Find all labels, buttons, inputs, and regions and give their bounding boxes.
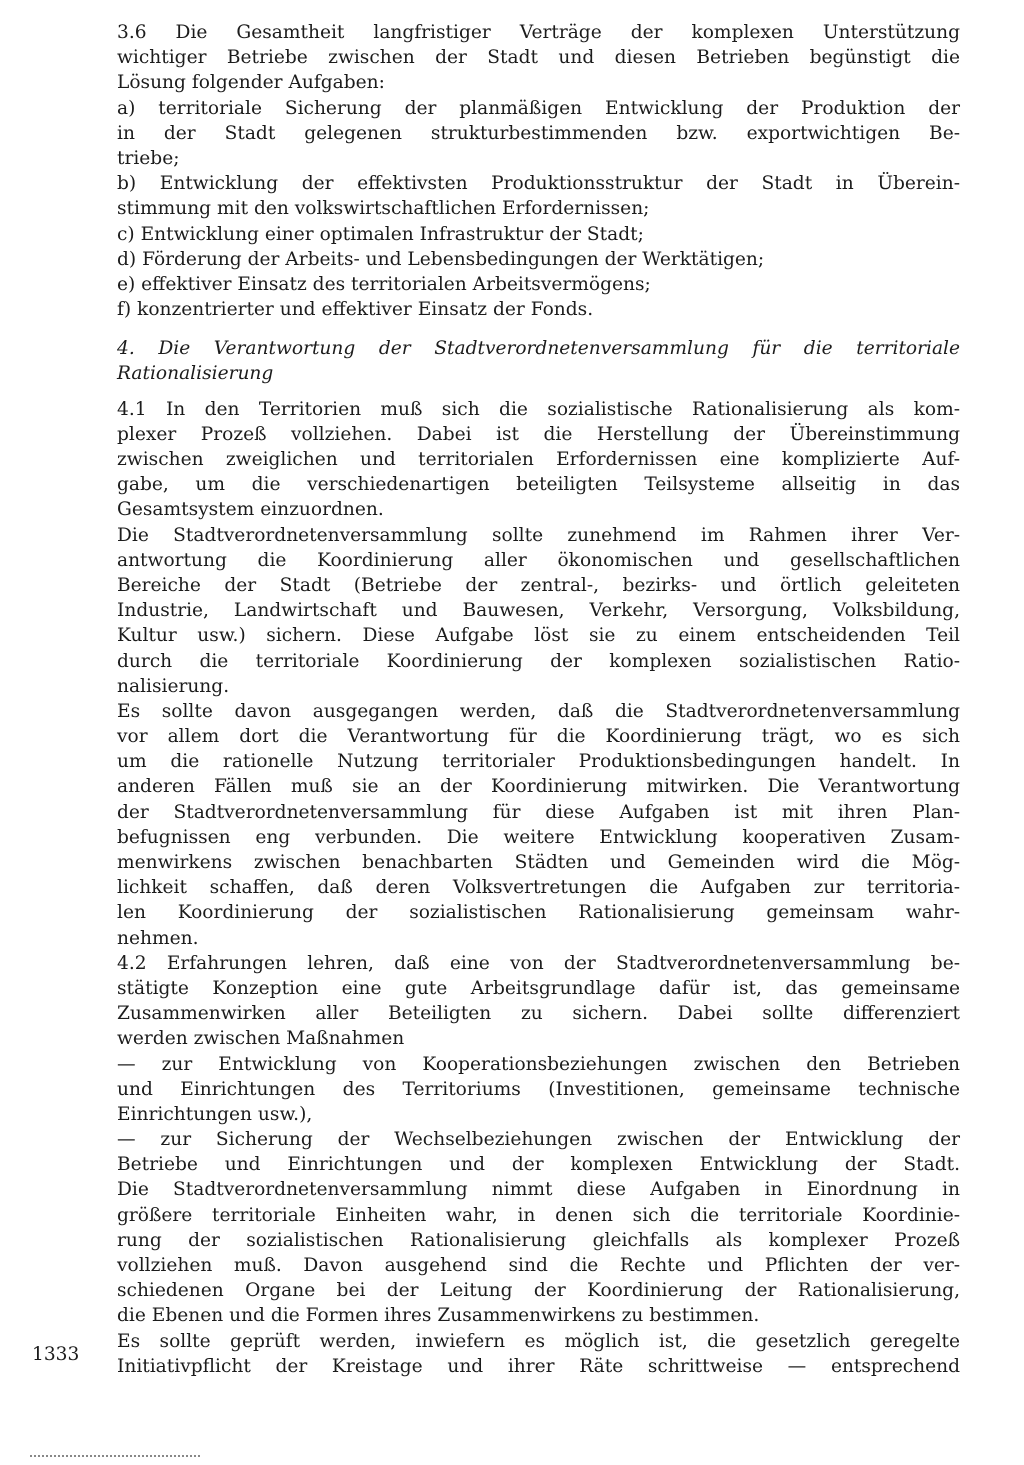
list-item: triebe; [117,147,180,169]
text-line: um die rationelle Nutzung territorialer Produktionsbedingungen handelt. In [117,751,960,773]
list-item: und Einrichtungen des Territoriums (Investitionen, gemeinsame technische [117,1078,960,1100]
text-line: Es sollte davon ausgegangen werden, daß die Stadtverordnetenversammlung [117,700,960,722]
text-line: Bereiche der Stadt (Betriebe der zentral-, bezirks- und örtlich geleiteten [117,574,960,596]
page-number: 1333 [32,1344,80,1365]
section-4-2 [117,951,960,1379]
text-line: wichtiger Betriebe zwischen der Stadt und diesen Betrieben begünstigt die [117,47,960,69]
text-line: befugnissen eng verbunden. Die weitere Entwicklung kooperativen Zusam- [117,826,960,848]
text-line: schiedenen Organe bei der Leitung der Koordinierung der Rationalisierung, [117,1280,960,1302]
text-line: die Ebenen und die Formen ihres Zusammenwirkens zu bestimmen. [117,1305,760,1327]
text-line: Kultur usw.) sichern. Diese Aufgabe löst sie zu einem entscheidenden Teil [117,625,960,647]
text-line: Industrie, Landwirtschaft und Bauwesen, Verkehr, Versorgung, Volksbildung, [117,600,960,622]
text-line: nehmen. [117,927,199,949]
text-line: Zusammenwirken aller Beteiligten zu sichern. Dabei sollte differenziert [117,1003,960,1025]
text-line: Initiativpflicht der Kreistage und ihrer Räte schrittweise — entsprechend [117,1355,960,1377]
footer-divider [30,1455,200,1457]
list-item: e) effektiver Einsatz des territorialen Arbeitsvermögens; [117,273,651,295]
heading-line: Rationalisierung [117,363,274,385]
text-line: len Koordinierung der sozialistischen Rationalisierung gemeinsam wahr- [117,902,960,924]
text-line: 3.6 Die Gesamtheit langfristiger Verträge der komplexen Unterstützung [117,22,960,43]
document-page [117,20,960,1379]
text-line: 4.2 Erfahrungen lehren, daß eine von der Stadtverordnetenversammlung be- [117,952,960,974]
list-item: c) Entwicklung einer optimalen Infrastruktur der Stadt; [117,223,644,245]
text-line: vollziehen muß. Davon ausgehend sind die Rechte und Pflichten der ver- [117,1255,960,1276]
text-line: Gesamtsystem einzuordnen. [117,499,384,521]
list-item: — zur Entwicklung von Kooperationsbeziehungen zwischen den Betrieben [117,1053,960,1075]
text-line: 4.1 In den Territorien muß sich die sozialistische Rationalisierung als kom- [117,398,960,420]
text-line: plexer Prozeß vollziehen. Dabei ist die Herstellung der Übereinstimmung [117,423,960,445]
text-line: rung der sozialistischen Rationalisierung gleichfalls als komplexer Prozeß [117,1229,960,1251]
list-item: d) Förderung der Arbeits- und Lebensbedingungen der Werktätigen; [117,248,765,270]
section-heading-4 [117,336,960,386]
list-item: Einrichtungen usw.), [117,1103,313,1125]
text-line: Die Stadtverordnetenversammlung sollte zunehmend im Rahmen ihrer Ver- [117,524,960,546]
text-line: gabe, um die verschiedenartigen beteiligten Teilsysteme allseitig in das [117,474,960,496]
text-line: menwirkens zwischen benachbarten Städten und Gemeinden wird die Mög- [117,852,960,873]
list-item: b) Entwicklung der effektivsten Produktionsstruktur der Stadt in Überein- [117,173,960,195]
list-item: stimmung mit den volkswirtschaftlichen Erfordernissen; [117,198,650,220]
text-line: anderen Fällen muß sie an der Koordinierung mitwirken. Die Verantwortung [117,776,960,798]
text-line: der Stadtverordnetenversammlung für diese Aufgaben ist mit ihren Plan- [117,801,960,823]
list-item: Betriebe und Einrichtungen und der komplexen Entwicklung der Stadt. [117,1154,960,1176]
text-line: Die Stadtverordnetenversammlung nimmt diese Aufgaben in Einordnung in [117,1179,960,1201]
text-line: antwortung die Koordinierung aller ökonomischen und gesellschaftlichen [117,549,960,571]
heading-line: 4. Die Verantwortung der Stadtverordnetenversammlung für die territoriale [117,338,960,360]
list-item: in der Stadt gelegenen strukturbestimmenden bzw. exportwichtigen Be- [117,122,960,144]
text-line: zwischen zweiglichen und territorialen Erfordernissen eine komplizierte Auf- [117,449,960,470]
section-4-1 [117,397,960,951]
text-line: werden zwischen Maßnahmen [117,1028,405,1050]
text-line: Lösung folgender Aufgaben: [117,72,385,94]
text-line: stätigte Konzeption eine gute Arbeitsgrundlage dafür ist, das gemeinsame [117,977,960,999]
text-line: vor allem dort die Verantwortung für die Koordinierung trägt, wo es sich [117,726,960,748]
section-3-6 [117,20,960,322]
text-line: Es sollte geprüft werden, inwiefern es möglich ist, die gesetzlich geregelte [117,1330,960,1352]
text-line: lichkeit schaffen, daß deren Volksvertretungen die Aufgaben zur territoria- [117,877,960,899]
list-item: a) territoriale Sicherung der planmäßigen Entwicklung der Produktion der [117,97,960,119]
text-line: nalisierung. [117,675,230,697]
text-line: größere territoriale Einheiten wahr, in denen sich die territoriale Koordinie- [117,1204,960,1226]
list-item: — zur Sicherung der Wechselbeziehungen zwischen der Entwicklung der [117,1129,960,1151]
list-item: f) konzentrierter und effektiver Einsatz der Fonds. [117,299,594,321]
text-line: durch die territoriale Koordinierung der komplexen sozialistischen Ratio- [117,650,960,672]
